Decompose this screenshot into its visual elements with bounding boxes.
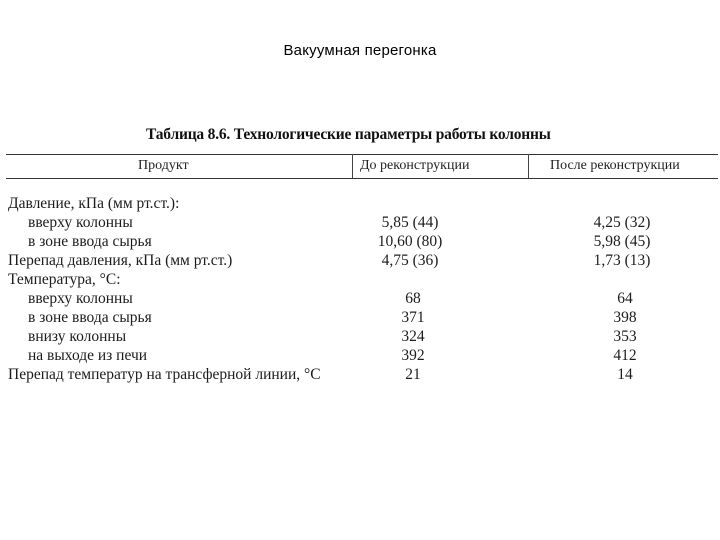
row-value-before: 371 [401, 309, 425, 326]
row-label: в зоне ввода сырья [28, 233, 152, 250]
table-row [0, 232, 720, 251]
row-label: Температура, °С: [8, 271, 121, 288]
row-value-after: 14 [617, 366, 633, 383]
table-column-separator [528, 154, 529, 178]
row-value-after: 4,25 (32) [593, 214, 651, 231]
row-label: вверху колонны [28, 290, 133, 307]
row-value-after: 5,98 (45) [593, 233, 651, 250]
table-header-before: До реконструкции [360, 158, 470, 173]
table-row [0, 213, 720, 232]
row-value-before: 324 [401, 328, 425, 345]
row-label: внизу колонны [28, 328, 127, 345]
row-label: на выходе из печи [28, 347, 148, 364]
row-value-before: 21 [405, 366, 421, 383]
table-header-product: Продукт [138, 158, 189, 173]
scanned-table-figure [0, 118, 720, 403]
row-value-after: 64 [617, 290, 633, 307]
table-row [0, 365, 720, 384]
table-row [0, 346, 720, 365]
table-row [0, 194, 720, 213]
row-label: Перепад давления, кПа (мм рт.ст.) [8, 252, 233, 269]
row-value-after: 1,73 (13) [593, 252, 651, 269]
table-row [0, 327, 720, 346]
table-column-separator [352, 154, 353, 178]
row-value-before: 5,85 (44) [381, 214, 439, 231]
table-header-bottom-rule [6, 178, 718, 179]
table-row [0, 251, 720, 270]
table-row [0, 270, 720, 289]
table-header-after: После реконструкции [550, 158, 680, 173]
table-header-top-rule [6, 154, 718, 155]
row-value-before: 10,60 (80) [377, 233, 443, 250]
row-value-before: 392 [401, 347, 425, 364]
row-label: в зоне ввода сырья [28, 309, 152, 326]
table-caption: Таблица 8.6. Технологические параметры работы колонны [146, 126, 551, 143]
table-row [0, 289, 720, 308]
row-value-before: 4,75 (36) [381, 252, 439, 269]
row-label: Давление, кПа (мм рт.ст.): [8, 195, 180, 212]
row-label: Перепад температур на трансферной линии, °С [8, 366, 321, 383]
row-label: вверху колонны [28, 214, 133, 231]
table-row [0, 308, 720, 327]
row-value-after: 353 [613, 328, 637, 345]
row-value-before: 68 [405, 290, 421, 307]
row-value-after: 412 [613, 347, 637, 364]
slide-title: Вакуумная перегонка [283, 42, 437, 59]
row-value-after: 398 [613, 309, 637, 326]
